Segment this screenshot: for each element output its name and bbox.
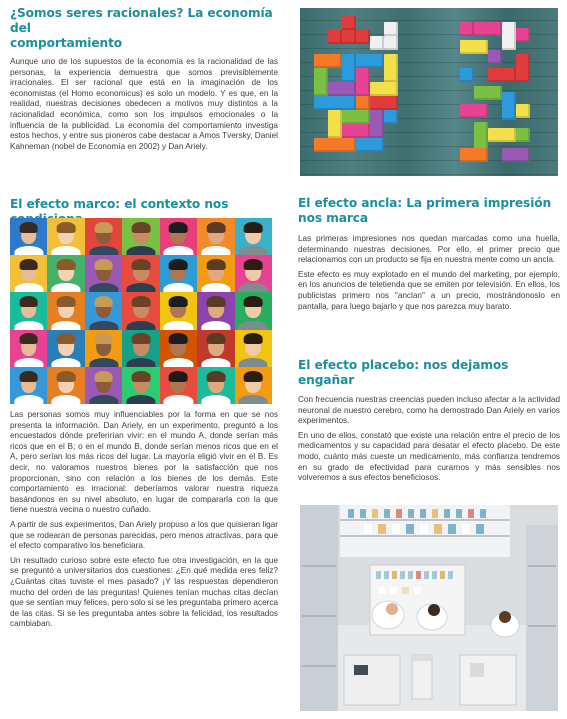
face-hair: [244, 296, 263, 307]
face-hair: [94, 259, 113, 270]
puzzle-blocks-image: [300, 8, 558, 176]
puzzle-block: [502, 92, 516, 120]
face-hair: [206, 222, 225, 233]
face-tile: [47, 292, 84, 329]
puzzle-block: [328, 110, 342, 138]
face-shirt: [164, 246, 193, 255]
face-shirt: [89, 246, 118, 255]
face-shirt: [126, 395, 155, 404]
face-hair: [132, 222, 151, 233]
face-shirt: [126, 358, 155, 367]
pharmacy-scene-illustration: [300, 505, 558, 711]
wood-plank-line: [300, 20, 558, 21]
face-hair: [169, 296, 188, 307]
face-tile: [122, 292, 159, 329]
face-hair: [244, 333, 263, 344]
face-tile: [235, 255, 272, 292]
face-shirt: [14, 246, 43, 255]
face-hair: [19, 371, 38, 382]
puzzle-block: [356, 68, 370, 96]
face-tile: [197, 367, 234, 404]
puzzle-block: [356, 138, 384, 152]
face-tile: [235, 292, 272, 329]
face-shirt: [201, 358, 230, 367]
face-tile: [197, 292, 234, 329]
puzzle-block: [488, 128, 516, 142]
paragraph-frame-3: Un resultado curioso sobre este efecto fue otra investigación, en la que se preguntó a universitarios dos cuestiones: ¿En qué medida eres feliz? ¿Cuántas citas tuviste el mes pasado? ¡Y las respuestas dependieron mucho del orden de las preguntas! Quienes tenían muchas citas decían que se sentían muy felices, pero solo si se les preguntaba primero acerca de las citas. Si se les preguntaba antes sobre la felicidad, los resultados cambiaban.: [10, 555, 278, 629]
puzzle-block: [516, 54, 530, 82]
face-tile: [10, 292, 47, 329]
puzzle-block: [460, 68, 474, 82]
face-shirt: [52, 321, 81, 330]
section-rational-economy: [10, 6, 278, 152]
face-shirt: [201, 395, 230, 404]
face-hair: [169, 371, 188, 382]
section-frame-effect-body: [10, 410, 278, 630]
puzzle-block: [342, 30, 356, 44]
face-tile: [10, 218, 47, 255]
puzzle-block: [384, 22, 398, 36]
puzzle-block: [342, 16, 356, 30]
puzzle-block: [516, 104, 530, 118]
puzzle-block: [370, 96, 398, 110]
face-tile: [235, 367, 272, 404]
face-tile: [160, 330, 197, 367]
face-tile: [47, 367, 84, 404]
puzzle-block: [314, 54, 342, 68]
face-shirt: [164, 358, 193, 367]
puzzle-block: [516, 28, 530, 42]
paragraph-placebo-2: En uno de ellos, constató que existe una relación entre el precio de los medicamentos y su capacidad para desatar el efecto placebo. De este modo, cuánto más cueste un medicamento, más confianza tendremos en su grado de efectividad para curarnos y más sensibles nos volveremos a sus efectos beneficiosos.: [298, 430, 560, 483]
face-tile: [160, 367, 197, 404]
puzzle-block: [474, 122, 488, 150]
puzzle-block: [342, 110, 370, 124]
face-hair: [132, 371, 151, 382]
face-tile: [122, 255, 159, 292]
face-hair: [57, 371, 76, 382]
face-hair: [57, 333, 76, 344]
face-hair: [132, 333, 151, 344]
puzzle-block: [370, 82, 398, 96]
face-hair: [57, 259, 76, 270]
puzzle-block: [460, 148, 488, 162]
face-tile: [122, 367, 159, 404]
face-hair: [132, 296, 151, 307]
face-shirt: [89, 321, 118, 330]
paragraph-placebo-1: Con frecuencia nuestras creencias pueden incluso afectar a la actividad neuronal de nuestro cerebro, como ha demostrado Dan Ariely en varios experimentos.: [298, 395, 560, 426]
puzzle-block: [342, 54, 356, 82]
paragraph-anchor-1: Las primeras impresiones nos quedan marcadas como una huella, determinando nuestras decisiones. Por ello, el primer precio que relacionamos con un producto se fija en nuestra mente como un ancla.: [298, 234, 560, 265]
face-hair: [57, 296, 76, 307]
face-tile: [197, 218, 234, 255]
puzzle-block: [488, 68, 516, 82]
section-title-placebo: El efecto placebo: nos dejamos engañar: [298, 358, 509, 387]
face-tile: [197, 330, 234, 367]
puzzle-block: [488, 50, 502, 64]
face-tile: [85, 255, 122, 292]
face-hair: [169, 259, 188, 270]
face-tile: [235, 330, 272, 367]
puzzle-block: [356, 54, 384, 68]
face-shirt: [126, 321, 155, 330]
puzzle-block: [474, 86, 502, 100]
face-shirt: [201, 246, 230, 255]
section-anchor-effect: [298, 196, 560, 312]
puzzle-block: [384, 110, 398, 124]
puzzle-block: [342, 124, 370, 138]
face-shirt: [164, 321, 193, 330]
puzzle-block: [370, 36, 384, 50]
paragraph-rational: Aunque uno de los supuestos de la economía es la racionalidad de las personas, la experiencia demuestra que somos previsiblemente irracionales. El ser racional que está en la imaginación de los economistas (el Homo economicus) es solo un modelo. Y es que, en la realidad, nuestras decisiones obedecen a motivos muy distintos a la racionalidad económica, como son los impulsos emocionales o la influencia de la publicidad. La economía del comportamiento investiga estos hechos, y entre sus pioneros cabe destacar a Amos Tversky, Daniel Kahneman (nobel de Economía en 2002) y Dan Ariely.: [10, 57, 278, 151]
puzzle-block: [516, 128, 530, 142]
section-title-anchor: El efecto ancla: La primera impresión nos marca: [298, 196, 552, 225]
puzzle-block: [328, 82, 356, 96]
puzzle-block: [384, 36, 398, 50]
face-tile: [10, 330, 47, 367]
face-hair: [244, 222, 263, 233]
face-tile: [47, 330, 84, 367]
face-tile: [85, 292, 122, 329]
face-hair: [206, 371, 225, 382]
face-shirt: [52, 395, 81, 404]
face-shirt: [89, 358, 118, 367]
face-shirt: [126, 246, 155, 255]
wood-plank-line: [300, 174, 558, 175]
face-hair: [19, 333, 38, 344]
puzzle-block: [314, 138, 356, 152]
face-shirt: [14, 321, 43, 330]
face-shirt: [239, 395, 268, 404]
face-tile: [197, 255, 234, 292]
face-shirt: [14, 358, 43, 367]
faces-collage-image: [10, 218, 272, 404]
puzzle-block: [474, 22, 502, 36]
puzzle-block: [314, 68, 328, 96]
face-tile: [160, 255, 197, 292]
face-shirt: [52, 246, 81, 255]
face-hair: [19, 259, 38, 270]
face-hair: [206, 259, 225, 270]
face-tile: [47, 255, 84, 292]
face-shirt: [52, 358, 81, 367]
face-hair: [19, 296, 38, 307]
face-tile: [85, 367, 122, 404]
face-tile: [85, 218, 122, 255]
face-tile: [160, 292, 197, 329]
face-shirt: [239, 321, 268, 330]
face-tile: [122, 218, 159, 255]
puzzle-block: [502, 22, 516, 50]
face-shirt: [164, 395, 193, 404]
face-shirt: [239, 246, 268, 255]
section-title-rational: ¿Somos seres racionales? La economía del comportamiento: [10, 6, 273, 50]
face-tile: [47, 218, 84, 255]
face-hair: [169, 222, 188, 233]
face-shirt: [239, 283, 268, 292]
face-tile: [160, 218, 197, 255]
face-tile: [235, 218, 272, 255]
puzzle-block: [314, 96, 356, 110]
face-shirt: [89, 283, 118, 292]
face-hair: [132, 259, 151, 270]
pharmacy-lab-image: [300, 505, 558, 711]
face-shirt: [201, 321, 230, 330]
face-hair: [244, 259, 263, 270]
face-hair: [206, 296, 225, 307]
face-shirt: [14, 395, 43, 404]
puzzle-block: [328, 30, 342, 44]
face-tile: [122, 330, 159, 367]
puzzle-block: [356, 30, 370, 44]
face-hair: [244, 371, 263, 382]
face-hair: [94, 222, 113, 233]
puzzle-block: [502, 148, 530, 162]
face-hair: [94, 296, 113, 307]
puzzle-block: [370, 110, 384, 138]
face-hair: [57, 222, 76, 233]
face-shirt: [89, 395, 118, 404]
paragraph-frame-1: Las personas somos muy influenciables por la forma en que se nos presenta la información. Dan Ariely, en un experimento, preguntó a los encuestados dónde preferirían vivir: en el mundo A, donde serían más ricos que en el B; o en el mundo B, donde serían menos ricos que en el A, pero serían los más ricos del lugar. La mayoría eligió vivir en el B. Es decir, no valoramos nuestros bienes por la satisfacción que nos proporcionan, sino con relación a los bienes de los demás. Este comportamiento es irracional: deberíamos valorar nuestra riqueza basándonos en su nivel absoluto, en lugar de compararla con la que tiene nuestra vecina o nuestro cuñado.: [10, 410, 278, 515]
section-title-frame-effect: El efecto marco: el contexto nos: [10, 197, 229, 211]
face-shirt: [239, 358, 268, 367]
paragraph-frame-2: A partir de sus experimentos, Dan Ariely propuso a los que quisieran ligar que se rodearan de personas parecidas, pero menos atractivas, para que el efecto comparativo los beneficiara.: [10, 519, 278, 551]
face-hair: [94, 371, 113, 382]
puzzle-block: [384, 54, 398, 82]
puzzle-block: [460, 40, 488, 54]
face-shirt: [164, 283, 193, 292]
puzzle-block: [460, 22, 474, 36]
section-placebo-effect: [298, 358, 560, 484]
face-shirt: [201, 283, 230, 292]
puzzle-block: [356, 96, 370, 110]
face-tile: [10, 367, 47, 404]
face-hair: [206, 333, 225, 344]
paragraph-anchor-2: Este efecto es muy explotado en el mundo del marketing, por ejemplo, en los anuncios de teletienda que se emiten por televisión. En ellos, los publicistas primero nos "anclan" a un precio, mostrándonoslo en pantalla, para luego bajarlo y que nos parezca muy barato.: [298, 269, 560, 311]
face-shirt: [14, 283, 43, 292]
face-hair: [94, 333, 113, 344]
face-hair: [169, 333, 188, 344]
puzzle-block: [460, 104, 488, 118]
wood-plank-line: [300, 48, 558, 49]
face-shirt: [52, 283, 81, 292]
face-shirt: [126, 283, 155, 292]
face-tile: [10, 255, 47, 292]
face-tile: [85, 330, 122, 367]
face-hair: [19, 222, 38, 233]
